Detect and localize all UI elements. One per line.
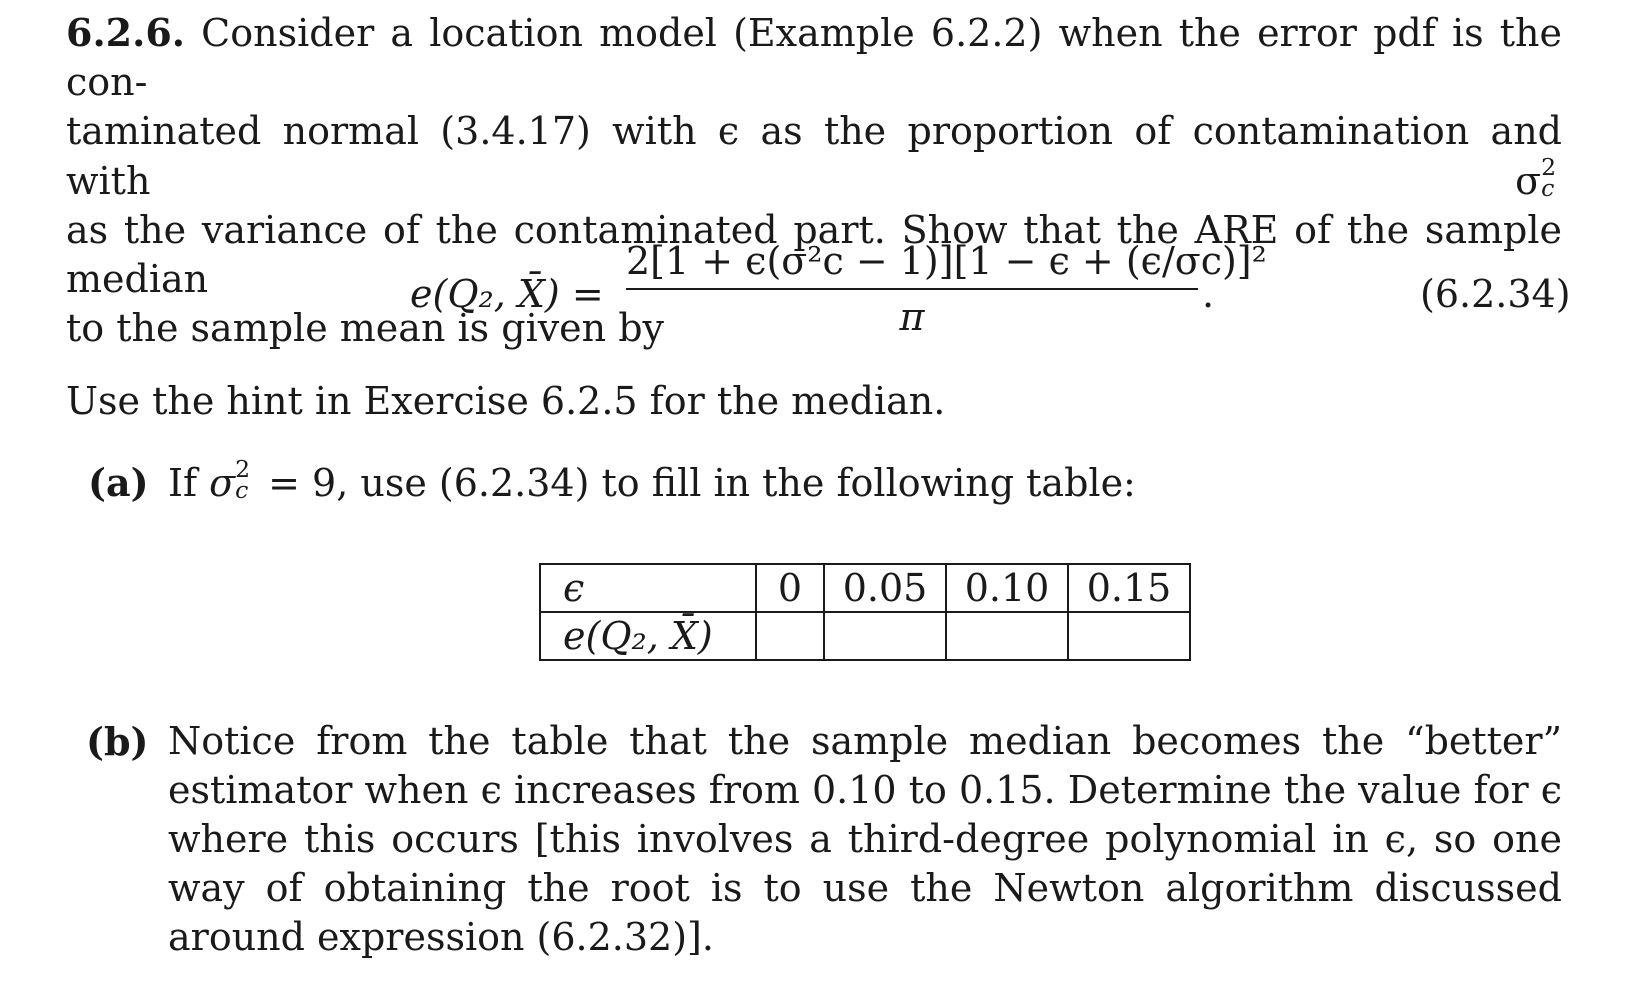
intro-line-2 [66, 107, 1562, 206]
epsilon-cell-2: 0.10 [946, 564, 1068, 612]
epsilon-row-header: ϵ [540, 564, 756, 612]
exercise-number: 6.2.6. [66, 10, 186, 55]
efficiency-cell-2[interactable] [946, 612, 1068, 660]
efficiency-cell-3[interactable] [1068, 612, 1190, 660]
hint-text: Use the hint in Exercise 6.2.5 for the median. [66, 379, 946, 423]
display-equation [0, 236, 1630, 346]
intro-line-1 [66, 8, 1562, 107]
efficiency-table [539, 563, 1191, 661]
part-a-text-post: = 9, use (6.2.34) to fill in the following table: [268, 461, 1136, 505]
efficiency-table-container [539, 563, 1191, 661]
equation-denominator: π [899, 295, 925, 339]
equation-period: . [1202, 272, 1215, 316]
equation-lhs [410, 272, 604, 316]
part-b-label: (b) [86, 719, 149, 764]
sigma-symbol: σ [209, 461, 236, 505]
efficiency-row [540, 612, 1190, 660]
epsilon-cell-0: 0 [756, 564, 824, 612]
part-a-text [168, 455, 1136, 508]
equation-numerator: 2[1 + ϵ(σ²c − 1)][1 − ϵ + (ϵ/σc)]² [626, 239, 1267, 283]
intro-line-3: as the variance of the contaminated part. Show that the ARE of the sample median [66, 208, 1562, 301]
sigma-c-squared-script: 2 c [1541, 153, 1557, 202]
part-b-text: Notice from the table that the sample median becomes the “better” estimator when ϵ increases from 0.10 to 0.15. Determine the value for ϵ where this occurs [this involves a third-degree polynomial in ϵ, so one way of obtaining the root is to use the Newton algorithm discussed around expression (6.2.32)]. [168, 719, 1562, 959]
intro-line-4: to the sample mean is given by [66, 306, 665, 350]
epsilon-row [540, 564, 1190, 612]
efficiency-cell-0[interactable] [756, 612, 824, 660]
epsilon-cell-1: 0.05 [824, 564, 946, 612]
efficiency-row-header: e(Q₂, X̄) [540, 612, 756, 660]
intro-line-2-text: taminated normal (3.4.17) with ϵ as the proportion of contamination and with σ [66, 109, 1562, 203]
efficiency-cell-1[interactable] [824, 612, 946, 660]
epsilon-cell-3: 0.15 [1068, 564, 1190, 612]
part-a-label: (a) [88, 460, 149, 505]
sigma-c-squared-script-a: 2 c [235, 455, 251, 504]
equation-number: (6.2.34) [1420, 272, 1571, 316]
equation-lhs-text: e(Q₂, X̄) = [410, 272, 604, 316]
part-a-text-pre: If [168, 461, 198, 505]
intro-line-1-text: Consider a location model (Example 6.2.2) when the error pdf is the con- [66, 11, 1562, 104]
equation-fraction [626, 236, 1267, 344]
